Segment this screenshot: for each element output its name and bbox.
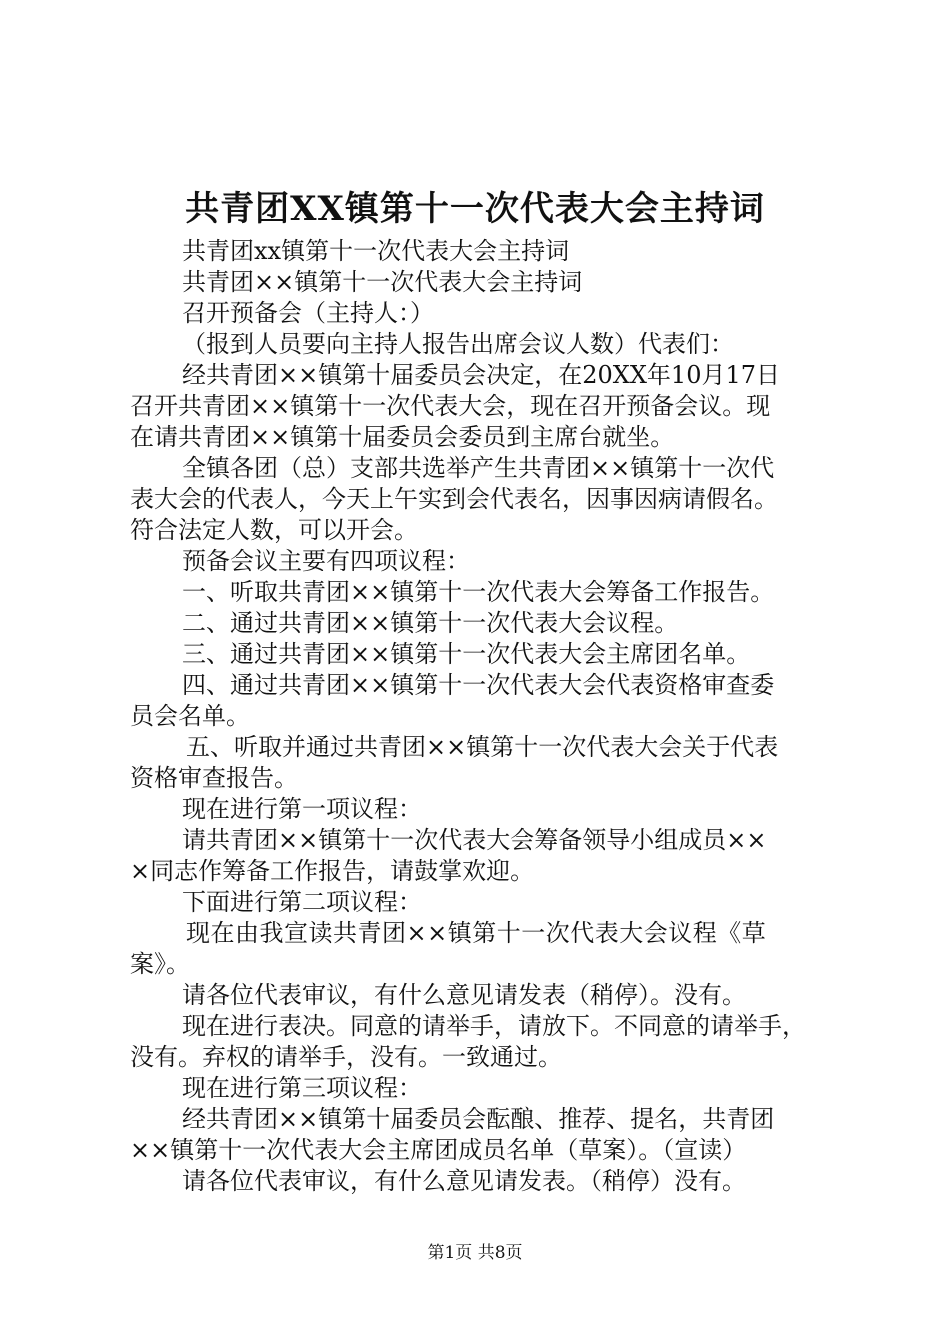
paragraph-line: 现在由我宣读共青团××镇第十一次代表大会议程《草 [186, 919, 767, 947]
paragraph-line: 共青团xx镇第十一次代表大会主持词 [182, 237, 570, 265]
paragraph-line: 请共青团××镇第十一次代表大会筹备领导小组成员×× [182, 826, 767, 854]
paragraph-line: 三、通过共青团××镇第十一次代表大会主席团名单。 [182, 640, 751, 668]
paragraph-line: ×同志作筹备工作报告，请鼓掌欢迎。 [130, 857, 535, 885]
paragraph-line: 现在进行第一项议程： [182, 795, 422, 823]
paragraph-line: 一、听取共青团××镇第十一次代表大会筹备工作报告。 [182, 578, 775, 606]
paragraph-line: 现在进行第三项议程： [182, 1074, 422, 1102]
paragraph-line: 表大会的代表人，今天上午实到会代表名，因事因病请假名。 [130, 485, 778, 513]
paragraph-line: ××镇第十一次代表大会主席团成员名单（草案）。（宣读） [130, 1136, 747, 1164]
paragraph-line: 请各位代表审议，有什么意见请发表（稍停）。没有。 [182, 981, 746, 1009]
paragraph-line: 共青团××镇第十一次代表大会主持词 [182, 268, 583, 296]
paragraph-line: 经共青团××镇第十届委员会酝酿、推荐、提名，共青团 [182, 1105, 775, 1133]
document-title: 共青团XX镇第十一次代表大会主持词 [185, 189, 765, 229]
paragraph-line: 符合法定人数，可以开会。 [130, 516, 418, 544]
paragraph-line: 经共青团××镇第十届委员会决定，在20XX年10月17日 [182, 361, 781, 389]
paragraph-line: 现在进行表决。同意的请举手，请放下。不同意的请举手， [182, 1012, 806, 1040]
page-footer: 第1页 共8页 [427, 1243, 523, 1263]
paragraph-line: 四、通过共青团××镇第十一次代表大会代表资格审查委 [182, 671, 775, 699]
paragraph-line: 在请共青团××镇第十届委员会委员到主席台就坐。 [130, 423, 675, 451]
paragraph-line: 召开预备会（主持人：） [182, 299, 434, 327]
paragraph-line: 案》。 [130, 950, 190, 978]
paragraph-line: 员会名单。 [130, 702, 250, 730]
paragraph-line: 没有。弃权的请举手，没有。一致通过。 [130, 1043, 562, 1071]
paragraph-line: 全镇各团（总）支部共选举产生共青团××镇第十一次代 [182, 454, 775, 482]
document-body [130, 236, 835, 1197]
paragraph-line: 资格审查报告。 [130, 764, 298, 792]
paragraph-line: （报到人员要向主持人报告出席会议人数）代表们： [182, 330, 734, 358]
paragraph-line: 二、通过共青团××镇第十一次代表大会议程。 [182, 609, 679, 637]
paragraph-line: 下面进行第二项议程： [182, 888, 422, 916]
paragraph-line: 五、听取并通过共青团××镇第十一次代表大会关于代表 [186, 733, 779, 761]
paragraph-line: 召开共青团××镇第十一次代表大会，现在召开预备会议。现 [130, 392, 771, 420]
paragraph-line: 请各位代表审议，有什么意见请发表。（稍停）没有。 [182, 1167, 746, 1195]
paragraph-line: 预备会议主要有四项议程： [182, 547, 470, 575]
